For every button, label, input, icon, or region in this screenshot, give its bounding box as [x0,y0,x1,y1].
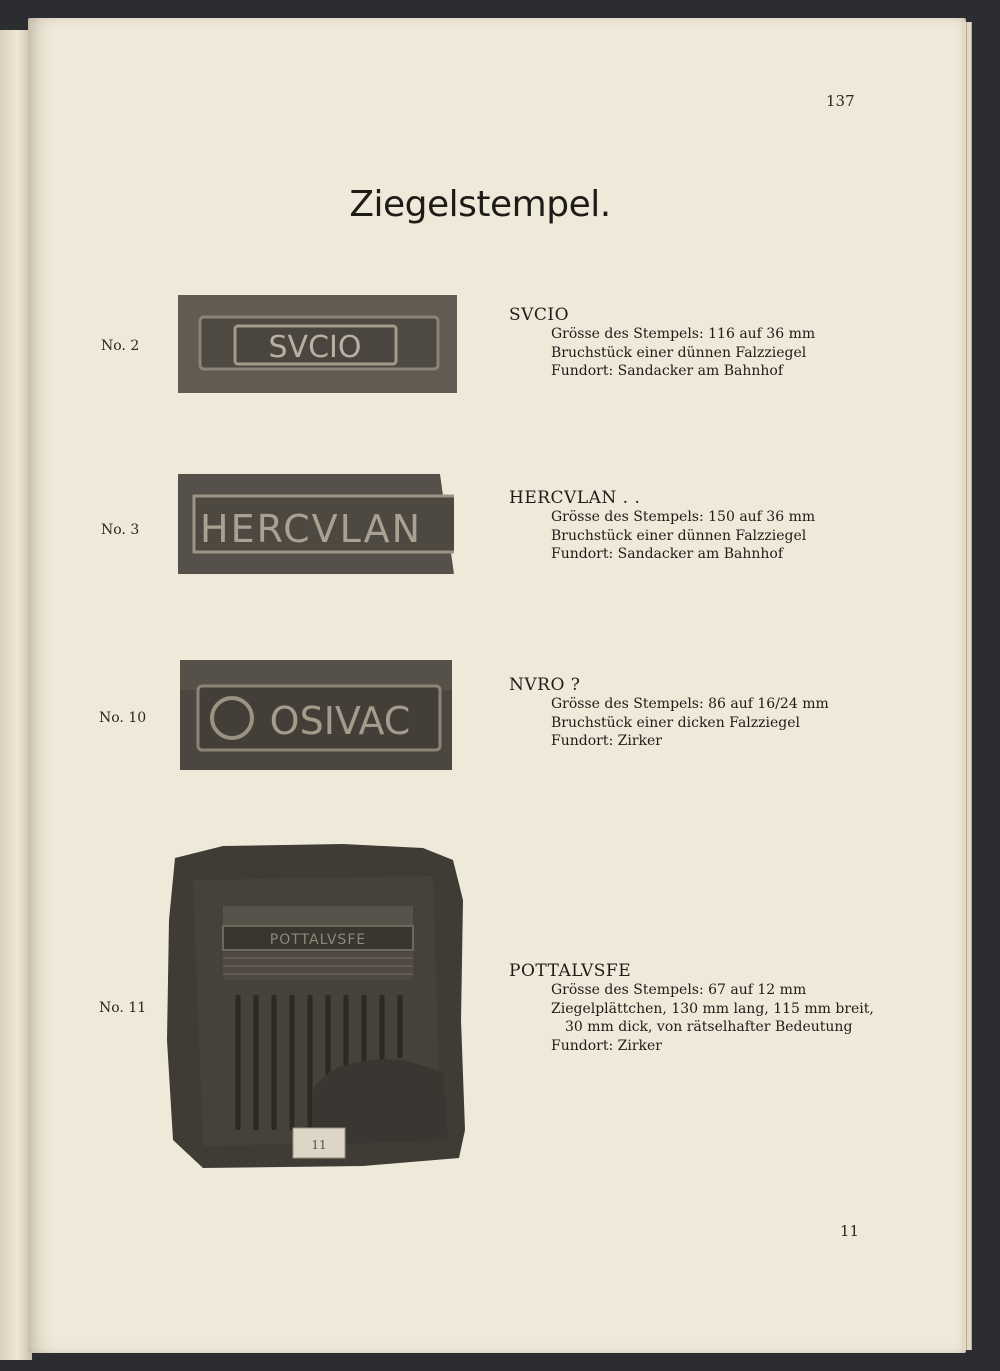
entry-findspot: Fundort: Zirker [551,1037,662,1054]
entry-number-2: No. 2 [101,338,140,354]
stamp-photo-hercvlan [178,474,454,574]
entry-description: Bruchstück einer dünnen Falzziegel [551,527,807,544]
entry-name: NVRO ? [509,675,581,695]
entry-number-10: No. 10 [99,710,147,726]
entry-size: Grösse des Stempels: 150 auf 36 mm [551,509,816,525]
page-number: 137 [826,92,855,110]
stamp-photo-nvro [180,660,452,770]
entry-size: Grösse des Stempels: 86 auf 16/24 mm [551,696,829,712]
entry-name: SVCIO [509,305,570,325]
entry-description: Bruchstück einer dünnen Falzziegel [551,344,807,361]
stamp-inscription: SVCIO [268,330,362,365]
stamp-inscription: POTTALVSFE [269,932,367,948]
signature-number: 11 [840,1222,860,1240]
entry-number-3: No. 3 [101,522,140,538]
entry-description: Bruchstück einer dicken Falzziegel [551,714,801,731]
stamp-photo-svcio [178,295,457,393]
entry-name: HERCVLAN . . [509,488,641,508]
entry-text-2 [509,305,815,381]
entry-text-10 [509,675,829,751]
specimen-tag: 11 [311,1138,327,1152]
page-stack-edge [967,22,972,1350]
page-title: Ziegelstempel. [349,184,611,225]
entry-text-11 [509,961,874,1055]
entry-description: Ziegelplättchen, 130 mm lang, 115 mm breit, [551,1000,874,1017]
stamp-inscription: OSIVAC [269,699,411,743]
entry-name: POTTALVSFE [509,961,632,981]
entry-findspot: Fundort: Sandacker am Bahnhof [551,546,784,562]
stamp-photo-pottalvsfe [163,840,468,1170]
stamp-inscription: HERCVLAN [200,507,423,551]
entry-size: Grösse des Stempels: 67 auf 12 mm [551,982,807,998]
entry-number-11: No. 11 [99,1000,147,1016]
entry-description-cont: 30 mm dick, von rätselhafter Bedeutung [565,1019,853,1035]
entry-size: Grösse des Stempels: 116 auf 36 mm [551,326,816,342]
entry-findspot: Fundort: Zirker [551,733,662,749]
entry-findspot: Fundort: Sandacker am Bahnhof [551,363,784,379]
entry-text-3 [509,488,815,564]
